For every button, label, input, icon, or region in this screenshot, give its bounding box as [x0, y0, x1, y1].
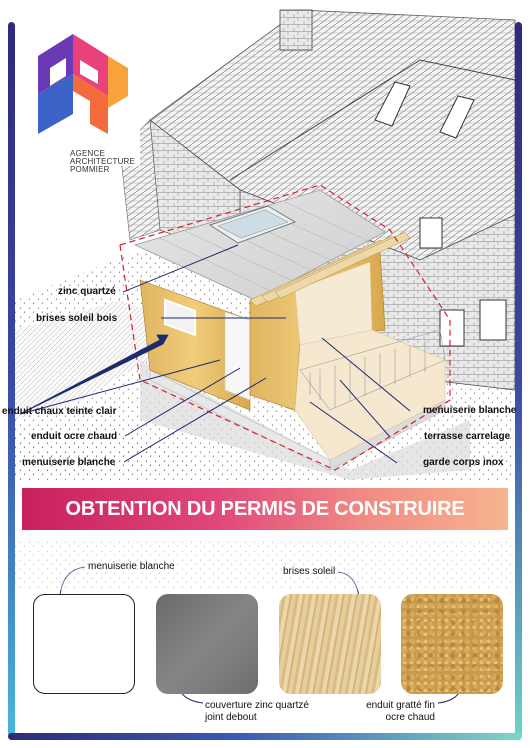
label-terrasse: terrasse carrelage [424, 431, 511, 442]
label-enduit-chaux: enduit chaux teinte clair [2, 406, 117, 417]
frame-left [8, 22, 15, 738]
logo-line-1: AGENCE [70, 149, 105, 158]
logo-line-3: POMMIER [70, 165, 110, 174]
banner-title: OBTENTION DU PERMIS DE CONSTRUIRE [65, 497, 465, 520]
label-menuiserie-left: menuiserie blanche [22, 457, 116, 468]
frame-right [515, 22, 522, 738]
swatch-label-brises: brises soleil [283, 566, 336, 577]
swatch-label-couverture [205, 700, 309, 724]
banner [22, 488, 508, 530]
logo [18, 16, 140, 174]
swatch-label-couverture-line1: couverture zinc quartzé [205, 700, 309, 711]
logo-mark-icon [18, 16, 140, 136]
frame-bottom [8, 733, 522, 740]
logo-line-2: ARCHITECTURE [70, 157, 136, 166]
label-brises-bois: brises soleil bois [36, 313, 118, 324]
swatch-menuiserie [33, 594, 135, 694]
label-menuiserie-right: menuiserie blanche [423, 405, 517, 416]
swatch-label-couverture-line2: joint debout [205, 712, 257, 723]
swatch-label-enduit-line1: enduit gratté fin [366, 700, 435, 711]
swatch-brises [279, 594, 381, 694]
swatch-label-menuiserie: menuiserie blanche [88, 561, 175, 572]
logo-text [70, 150, 156, 174]
label-enduit-ocre: enduit ocre chaud [31, 431, 118, 442]
label-garde-corps: garde corps inox [423, 457, 504, 468]
swatch-label-enduit [363, 700, 435, 724]
label-zinc: zinc quartzé [58, 286, 116, 297]
swatch-enduit [401, 594, 503, 694]
swatch-couverture [156, 594, 258, 694]
swatch-label-enduit-line2: ocre chaud [385, 712, 435, 723]
